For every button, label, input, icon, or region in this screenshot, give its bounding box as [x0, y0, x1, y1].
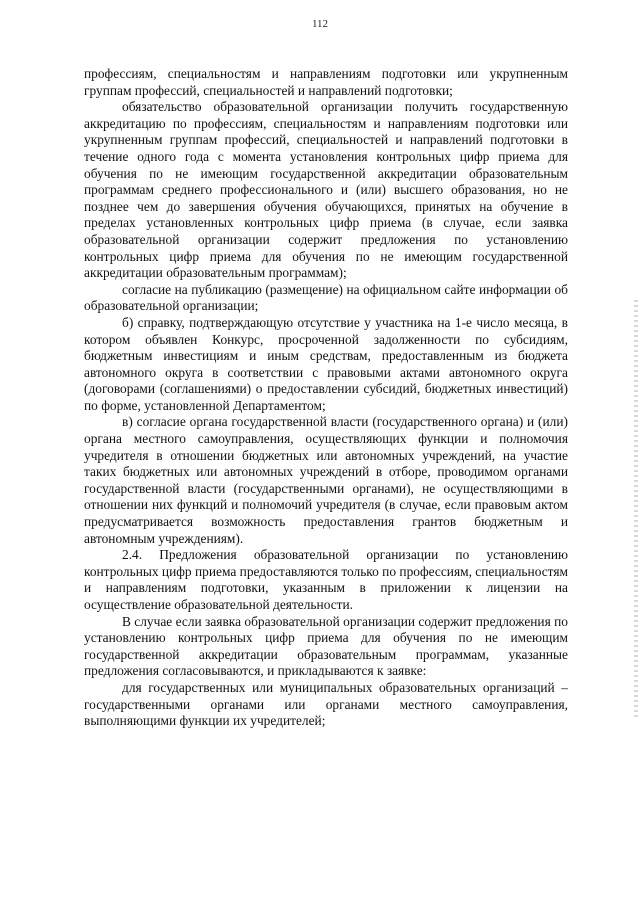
paragraph-item-b: б) справку, подтверждающую отсутствие у участника на 1-е число месяца, в котором объявлен Конкурс, просроченной задолженности по субсидиям, бюджетным инвестициям и иным средствам, предоставленным из бюджета автономного округа в соответствии с правовыми актами автономного округа (договорами (соглашениями) о предоставлении субсидий, бюджетных инвестиций) по форме, установленной Департаментом;	[84, 314, 568, 413]
paragraph-state-municipal: для государственных или муниципальных образовательных организаций – государственными органами или органами местного самоуправления, выполняющими функции их учредителей;	[84, 679, 568, 729]
paragraph-item-v: в) согласие органа государственной власти (государственного органа) и (или) органа местного самоуправления, осуществляющих функции и полномочия учредителя в отношении бюджетных или автономных учреждений, на участие таких бюджетных или автономных учреждений в отборе, проводимом органами государственной власти (государственными органами), не осуществляющими в отношении них функций и полномочий учредителя (в случае, если правовым актом предусматривается возможность предоставления грантов бюджетным и автономным учреждениям).	[84, 414, 568, 546]
paragraph-accreditation-obligation: обязательство образовательной организации получить государственную аккредитацию по профессиям, специальностям и направлениям подготовки или укрупненным группам профессий, специальностей и направлений подготовки в течение одного года с момента установления контрольных цифр приема для обучения по не имеющим государственной аккредитации образовательным программам среднего профессионального и (или) высшего образования, но не позднее чем до завершения обучения обучающихся, принятых на обучение в пределах установленных контрольных цифр приема (в случае, если заявка образовательной организации содержит предложения по установлению контрольных цифр приема для обучения по не имеющим государственной аккредитации образовательным программам);	[84, 99, 568, 281]
page-number: 112	[311, 18, 329, 30]
paragraph-continuation: профессиям, специальностям и направлениям подготовки или укрупненным группам профессий, специальностей и направлений подготовки;	[84, 66, 568, 98]
scan-edge-artifact	[634, 300, 638, 720]
body-text	[84, 66, 568, 730]
paragraph-section-2-4: 2.4. Предложения образовательной организации по установлению контрольных цифр приема предоставляются только по профессиям, специальностям и направлениям подготовки, указанным в приложении к лицензии на осуществление образовательной деятельности.	[84, 547, 568, 612]
paragraph-agreement-case: В случае если заявка образовательной организации содержит предложения по установлению контрольных цифр приема для обучения по не имеющим государственной аккредитации образовательным программам, указанные предложения согласовываются, и прикладываются к заявке:	[84, 613, 568, 679]
paragraph-publication-consent: согласие на публикацию (размещение) на официальном сайте информации об образовательной организации;	[84, 281, 568, 314]
